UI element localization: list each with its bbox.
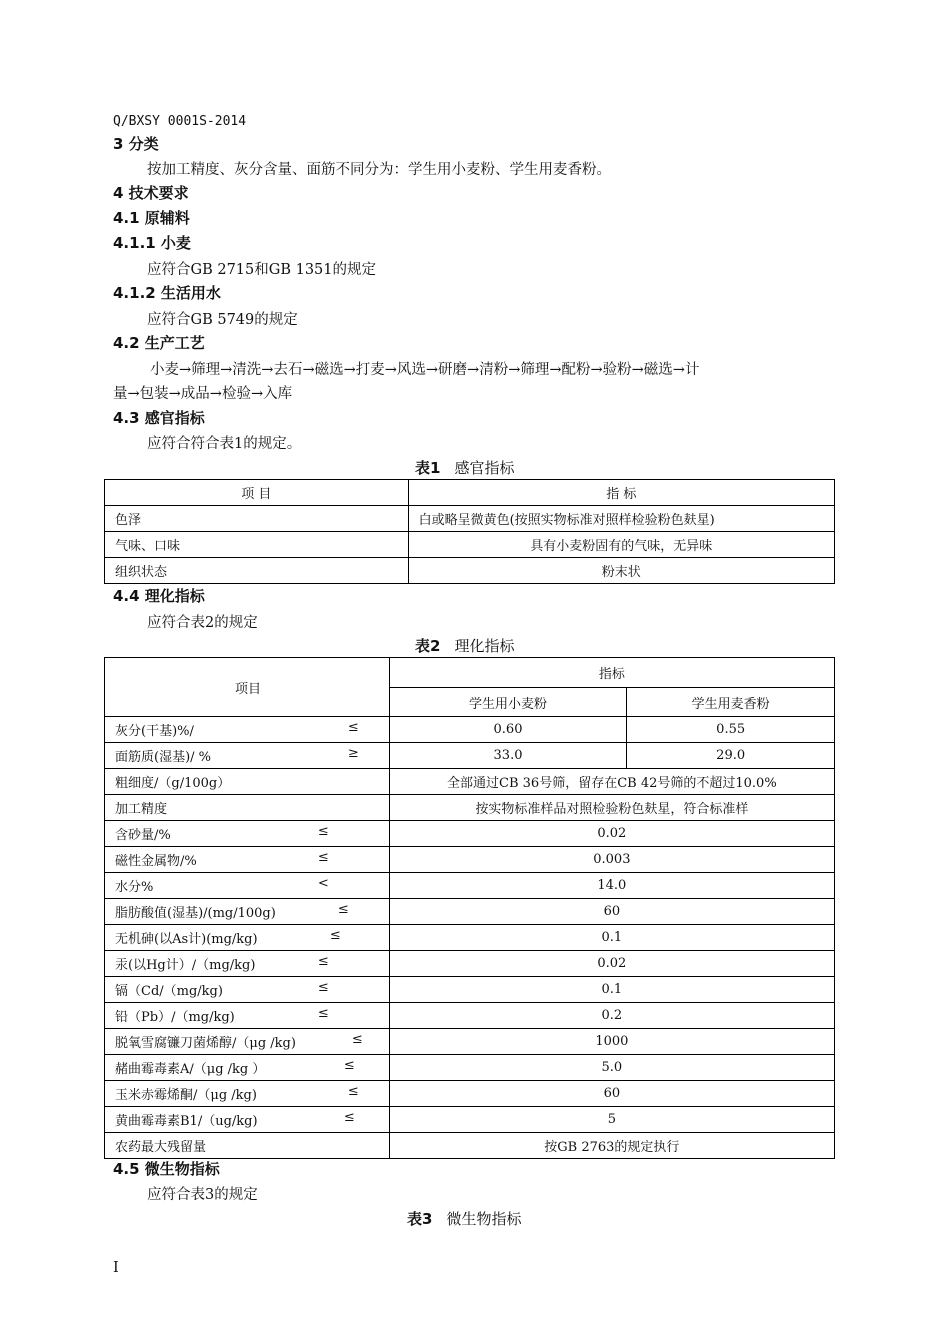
table-cell: 5.0 bbox=[389, 1055, 834, 1081]
table-row bbox=[105, 1055, 835, 1081]
doc-code: Q/BXSY 0001S-2014 bbox=[113, 114, 247, 129]
table-cell bbox=[105, 1003, 390, 1029]
table-header-cell: 学生用麦香粉 bbox=[627, 688, 835, 717]
item-label: 磁性金属物/% bbox=[115, 854, 197, 869]
item-label: 汞(以Hg计）/（mg/kg) bbox=[115, 958, 256, 973]
comparison-symbol: ≥ bbox=[347, 746, 359, 761]
table-physicochemical bbox=[104, 657, 835, 1159]
comparison-symbol: < bbox=[317, 876, 329, 891]
table-sensory bbox=[104, 479, 835, 584]
table-cell bbox=[105, 1133, 390, 1159]
item-label: 加工精度 bbox=[115, 802, 168, 817]
table-row bbox=[105, 558, 835, 584]
table-cell: 具有小麦粉固有的气味，无异味 bbox=[408, 532, 834, 558]
table-3-caption-number: 表3 bbox=[407, 1210, 433, 1228]
process-line-1: 小麦→筛理→清洗→去石→磁选→打麦→风选→研磨→清粉→筛理→配粉→验粉→磁选→计 bbox=[150, 362, 700, 378]
table-row bbox=[105, 1003, 835, 1029]
table-cell bbox=[105, 769, 390, 795]
table-2-caption bbox=[415, 635, 514, 656]
section-4-5-heading: 4.5 微生物指标 bbox=[113, 1160, 220, 1178]
comparison-symbol: ≤ bbox=[317, 850, 329, 865]
section-4-5-body: 应符合表3的规定 bbox=[147, 1187, 258, 1203]
table-cell: 按实物标准样品对照检验粉色麸星，符合标准样 bbox=[389, 795, 834, 821]
table-cell: 0.02 bbox=[389, 821, 834, 847]
table-1-caption bbox=[415, 457, 514, 478]
item-label: 玉米赤霉烯酮/（μg /kg) bbox=[115, 1088, 257, 1103]
table-1-caption-text: 感官指标 bbox=[454, 459, 515, 477]
table-cell: 粉末状 bbox=[408, 558, 834, 584]
table-header-cell: 项 目 bbox=[105, 480, 409, 506]
table-header-cell: 指 标 bbox=[408, 480, 834, 506]
comparison-symbol: ≤ bbox=[317, 824, 329, 839]
table-header-cell: 指标 bbox=[389, 658, 834, 688]
table-row bbox=[105, 899, 835, 925]
table-cell bbox=[105, 1081, 390, 1107]
table-cell: 0.003 bbox=[389, 847, 834, 873]
section-4-4-heading: 4.4 理化指标 bbox=[113, 587, 205, 605]
table-cell bbox=[105, 1107, 390, 1133]
table-cell bbox=[105, 847, 390, 873]
table-cell: 5 bbox=[389, 1107, 834, 1133]
table-cell: 全部通过CB 36号筛，留存在CB 42号筛的不超过10.0% bbox=[389, 769, 834, 795]
table-3-caption-text: 微生物指标 bbox=[446, 1210, 522, 1228]
table-cell bbox=[105, 899, 390, 925]
item-label: 水分% bbox=[115, 880, 154, 895]
table-cell: 按GB 2763的规定执行 bbox=[389, 1133, 834, 1159]
table-cell bbox=[105, 951, 390, 977]
table-cell: 气味、口味 bbox=[105, 532, 409, 558]
table-header-cell: 项目 bbox=[105, 658, 390, 717]
table-cell bbox=[105, 925, 390, 951]
item-label: 脂肪酸值(湿基)/(mg/100g) bbox=[115, 906, 276, 921]
table-row bbox=[105, 925, 835, 951]
item-label: 镉（Cd/（mg/kg) bbox=[115, 984, 223, 999]
item-label: 无机砷(以As计)(mg/kg) bbox=[115, 932, 258, 947]
item-label: 含砂量/% bbox=[115, 828, 171, 843]
table-cell: 1000 bbox=[389, 1029, 834, 1055]
table-row bbox=[105, 743, 835, 769]
comparison-symbol: ≤ bbox=[329, 928, 341, 943]
table-2-caption-text: 理化指标 bbox=[454, 637, 515, 655]
table-row bbox=[105, 873, 835, 899]
table-cell: 60 bbox=[389, 1081, 834, 1107]
table-cell bbox=[105, 795, 390, 821]
item-label: 粗细度/（g/100g） bbox=[115, 776, 231, 791]
table-cell bbox=[105, 1055, 390, 1081]
page-number: I bbox=[113, 1260, 119, 1276]
section-4-3-body: 应符合符合表1的规定。 bbox=[147, 436, 302, 452]
section-4-1-1-body: 应符合GB 2715和GB 1351的规定 bbox=[147, 262, 376, 278]
table-row bbox=[105, 1133, 835, 1159]
section-4-1-2-body: 应符合GB 5749的规定 bbox=[147, 312, 298, 328]
section-3-heading: 3 分类 bbox=[113, 135, 159, 153]
table-cell: 14.0 bbox=[389, 873, 834, 899]
section-4-2-heading: 4.2 生产工艺 bbox=[113, 334, 205, 352]
table-row bbox=[105, 821, 835, 847]
table-cell bbox=[105, 873, 390, 899]
table-header-cell: 学生用小麦粉 bbox=[389, 688, 627, 717]
comparison-symbol: ≤ bbox=[317, 954, 329, 969]
process-line-2: 量→包装→成品→检验→入库 bbox=[113, 386, 293, 402]
item-label: 面筋质(湿基)/ % bbox=[115, 750, 212, 765]
table-row bbox=[105, 1081, 835, 1107]
section-3-body: 按加工精度、灰分含量、面筋不同分为：学生用小麦粉、学生用麦香粉。 bbox=[147, 162, 611, 178]
section-4-3-heading: 4.3 感官指标 bbox=[113, 409, 205, 427]
table-3-caption bbox=[407, 1208, 521, 1229]
table-1-caption-number: 表1 bbox=[415, 459, 441, 477]
table-cell: 33.0 bbox=[389, 743, 627, 769]
table-row bbox=[105, 506, 835, 532]
item-label: 铅（Pb）/（mg/kg) bbox=[115, 1010, 235, 1025]
section-4-heading: 4 技术要求 bbox=[113, 184, 189, 202]
table-cell: 组织状态 bbox=[105, 558, 409, 584]
table-cell: 0.1 bbox=[389, 977, 834, 1003]
section-4-1-1-heading: 4.1.1 小麦 bbox=[113, 234, 191, 252]
table-cell: 60 bbox=[389, 899, 834, 925]
comparison-symbol: ≤ bbox=[351, 1032, 363, 1047]
table-cell: 0.1 bbox=[389, 925, 834, 951]
item-label: 脱氧雪腐镰刀菌烯醇/（μg /kg) bbox=[115, 1036, 296, 1051]
table-2-caption-number: 表2 bbox=[415, 637, 441, 655]
comparison-symbol: ≤ bbox=[347, 720, 359, 735]
table-row bbox=[105, 532, 835, 558]
item-label: 灰分(干基)%/ bbox=[115, 724, 194, 739]
table-row bbox=[105, 795, 835, 821]
comparison-symbol: ≤ bbox=[343, 1058, 355, 1073]
comparison-symbol: ≤ bbox=[347, 1084, 359, 1099]
table-row bbox=[105, 1107, 835, 1133]
table-cell: 0.55 bbox=[627, 717, 835, 743]
item-label: 农药最大残留量 bbox=[115, 1140, 207, 1155]
table-row bbox=[105, 717, 835, 743]
section-4-1-heading: 4.1 原辅料 bbox=[113, 209, 190, 227]
table-cell bbox=[105, 821, 390, 847]
table-row bbox=[105, 977, 835, 1003]
item-label: 赭曲霉毒素A/（μg /kg ） bbox=[115, 1062, 266, 1077]
table-cell: 0.2 bbox=[389, 1003, 834, 1029]
table-row bbox=[105, 769, 835, 795]
table-cell: 0.02 bbox=[389, 951, 834, 977]
section-4-1-2-heading: 4.1.2 生活用水 bbox=[113, 284, 221, 302]
item-label: 黄曲霉毒素B1/（ug/kg) bbox=[115, 1114, 258, 1129]
table-cell: 色泽 bbox=[105, 506, 409, 532]
table-row bbox=[105, 658, 835, 688]
table-cell bbox=[105, 1029, 390, 1055]
table-row bbox=[105, 480, 835, 506]
table-cell bbox=[105, 977, 390, 1003]
table-row bbox=[105, 951, 835, 977]
section-4-4-body: 应符合表2的规定 bbox=[147, 615, 258, 631]
table-cell bbox=[105, 717, 390, 743]
table-row bbox=[105, 1029, 835, 1055]
table-cell: 29.0 bbox=[627, 743, 835, 769]
comparison-symbol: ≤ bbox=[317, 980, 329, 995]
table-cell: 白或略呈微黄色(按照实物标准对照样检验粉色麸星) bbox=[408, 506, 834, 532]
comparison-symbol: ≤ bbox=[343, 1110, 355, 1125]
table-cell: 0.60 bbox=[389, 717, 627, 743]
comparison-symbol: ≤ bbox=[317, 1006, 329, 1021]
table-row bbox=[105, 847, 835, 873]
table-cell bbox=[105, 743, 390, 769]
comparison-symbol: ≤ bbox=[337, 902, 349, 917]
